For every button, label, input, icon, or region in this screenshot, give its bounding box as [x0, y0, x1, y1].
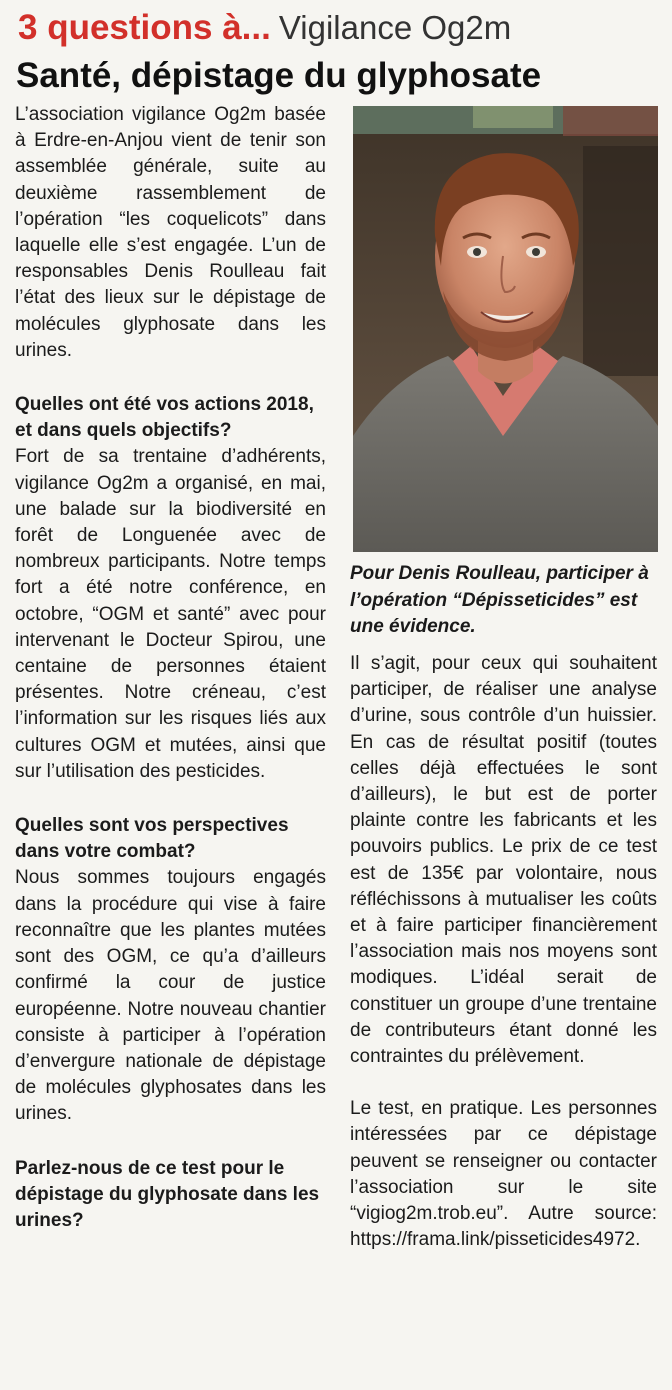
practical-info: Le test, en pratique. Les personnes intéressées par ce dépistage peuvent se renseigner ou contacter l’association sur le site “vigiog2m.trob.eu”. Autre source: https://frama.link/pisseticides4972. — [350, 1098, 657, 1251]
question-2: Quelles sont vos perspectives dans votre combat? — [15, 815, 289, 863]
question-1: Quelles ont été vos actions 2018, et dans quels objectifs? — [15, 394, 314, 442]
portrait-illustration — [353, 106, 658, 552]
kicker-prefix: 3 questions à... — [18, 8, 271, 47]
answer-2: Nous sommes toujours engagés dans la procédure qui vise à faire reconnaître que les plantes mutées sont des OGM, ce qu’a d’ailleurs confirmé la cour de justice européenne. Notre nouveau chantier consiste à participer à l’opération d’envergure nationale de dépistage de molécules glyphosates dans les urines. — [15, 867, 326, 1125]
kicker — [18, 8, 511, 48]
answer-1: Fort de sa trentaine d’adhérents, vigilance Og2m a organisé, en mai, une balade sur la biodiversité en forêt de Longuenée avec de nombreux participants. Notre temps fort a été notre conférence, en octobre, “OGM et santé” avec pour intervenant le Docteur Spirou, une centaine de personnes étaient présentes. Notre créneau, c’est l’information sur les risques liés aux cultures OGM et mutées, ainsi que sur l’utilisation des pesticides. — [15, 446, 326, 782]
kicker-topic: Vigilance Og2m — [278, 9, 512, 46]
answer-3: Il s’agit, pour ceux qui souhaitent participer, de réaliser une analyse d’urine, sous contrôle d’un huissier. En cas de résultat positif (toutes celles déjà effectuées le sont d’ailleurs), le but est de porter plainte contre les fabricants et les pouvoirs publics. Le prix de ce test est de 135€ par volontaire, nous réfléchissons à mutualiser les coûts et à faire participer financièrement l’association mais nos moyens sont modiques. L’idéal serait de constituer un groupe d’une trentaine de contributeurs étant donné les contraintes du prélèvement. — [350, 653, 657, 1068]
left-column — [15, 102, 326, 1234]
question-3: Parlez-nous de ce test pour le dépistage du glyphosate dans les urines? — [15, 1157, 320, 1231]
photo-caption: Pour Denis Roulleau, participer à l’opération “Dépisseticides” est une évidence. — [350, 563, 649, 637]
headline: Santé, dépistage du glyphosate — [16, 56, 542, 95]
right-column — [350, 651, 657, 1253]
intro-paragraph: L’association vigilance Og2m basée à Erdre-en-Anjou vient de tenir son assemblée générale, suite au deuxième rassemblement de l’opération “les coquelicots” dans laquelle elle s’est engagée. L’un de responsables Denis Roulleau fait l’état des lieux sur le dépistage de molécules glyphosate dans les urines. — [15, 104, 326, 361]
portrait-photo — [353, 106, 658, 552]
